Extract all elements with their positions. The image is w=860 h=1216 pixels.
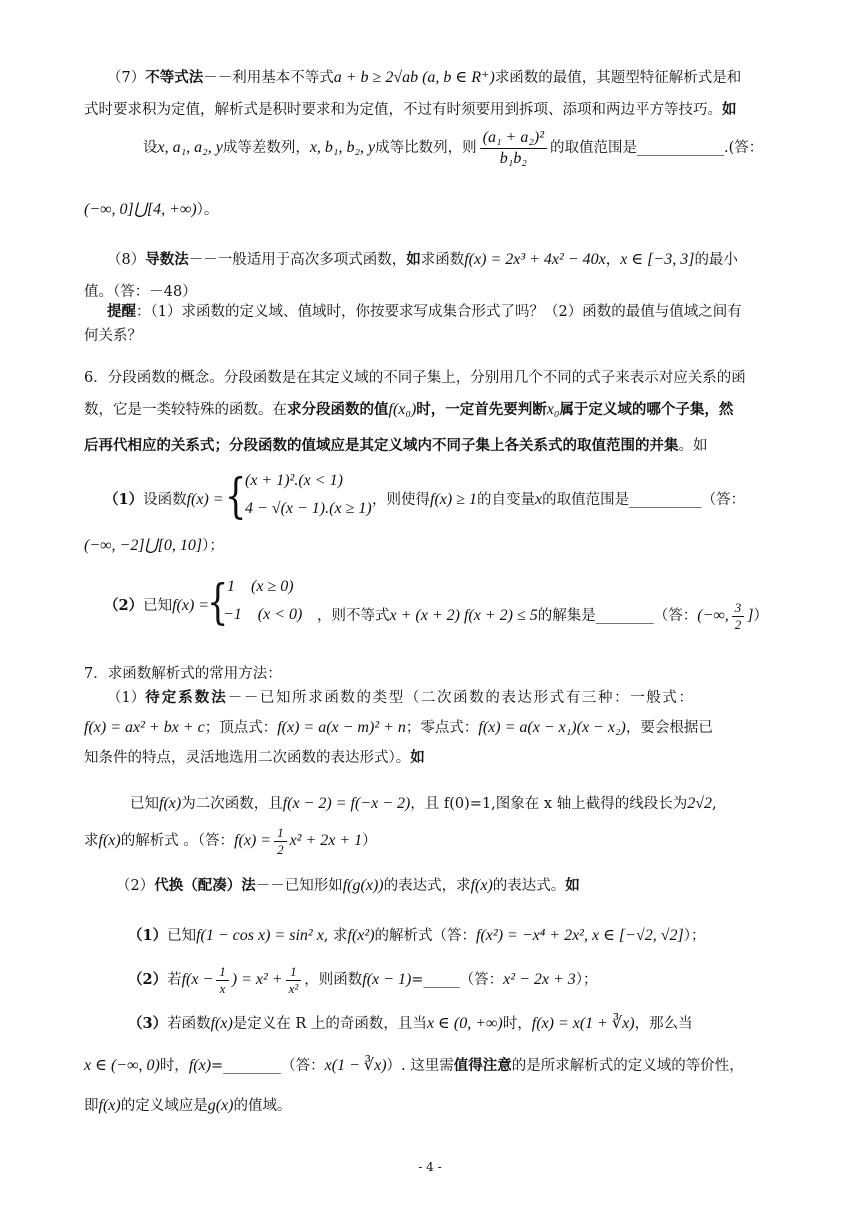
sec7-p5-gx: g(x) [207, 1097, 234, 1114]
sec6-line1: 6．分段函数的概念。分段函数是在其定义域的不同子集上，分别用几个不同的式子来表示对应关系的函 [84, 370, 746, 386]
sec7-p1-text-b: 已知 [167, 928, 197, 944]
sec7-m2-index: （2） [116, 878, 155, 894]
sec7-p2-frac1-den: x [219, 980, 226, 996]
sec7-p5-text-c: 的定义域应是 [120, 1098, 208, 1114]
s7-desc-2: 式时要求积为定值，解析式是积时要求和为定值，不过有时须要用到拆项、添项和两边平方等技巧。 [84, 102, 722, 118]
sec7-p2 [128, 958, 598, 1002]
sec6-line2 [84, 400, 733, 420]
sec7-ex-comma: , [711, 796, 717, 812]
sec7-p5-fx: f(x) [98, 1097, 121, 1114]
sec6-q2-piecewise [207, 576, 327, 636]
s8-index: （8） [107, 252, 146, 268]
sec7-p4-answer: x(1 − ∛x) [324, 1057, 387, 1074]
s7-ex-text-e: 成等比数列，则 [375, 140, 477, 156]
s7-answer [84, 200, 218, 220]
sec6-q2-index: （2） [104, 597, 144, 614]
s8-comma: ， [605, 252, 621, 268]
s7-index: （7） [107, 70, 146, 86]
sec6-q2-answer-num: 3 [732, 600, 745, 617]
sec7-p1-answer: f(x²) = −x⁴ + 2x², x ∈ [−√2, √2] [476, 927, 684, 944]
sec7-p2-text-d: ，则函数 [304, 972, 363, 988]
sec6-q1-index: （1） [104, 491, 144, 508]
tip-text: ：（1）求函数的定义域、值域时，你按要求写成集合形式了吗？（2）函数的最值与值域之间有 [136, 304, 742, 320]
sec7-m2-text-g: 的表达式。 [492, 878, 566, 894]
sec7-p2-frac1-num: 1 [216, 964, 229, 981]
sec6-line3 [84, 436, 708, 456]
sec7-p4-emphasis: 值得注意 [453, 1057, 512, 1074]
sec7-p3-line1 [128, 1014, 693, 1034]
sec6-q1-fx: f(x) = [186, 491, 224, 508]
s7-answer-tail: ）。 [196, 202, 219, 218]
sec7-m1-desc: －－已知所求函数的类型（二次函数的表达形式有三种：一般式： [227, 690, 695, 706]
s7-intro: －－利用基本不等式 [203, 70, 334, 86]
sec7-p2-target: f(x − 1) [362, 971, 412, 988]
sec6-q1-text: 设函数 [143, 492, 187, 508]
s7-example-marker: 如 [722, 101, 737, 118]
s7-ex-seq-1: x, a₁, a₂, y [157, 139, 223, 156]
s7-ex-denominator: b₁b₂ [499, 149, 527, 167]
s8-function: f(x) = 2x³ + 4x² − 40x [464, 251, 606, 268]
sec7-p3-expr: f(x) = x(1 + ∛x) [531, 1015, 635, 1032]
sec7-p1 [128, 926, 705, 946]
tip-line1 [107, 302, 742, 322]
sec6-q2-text-g: 的解集是________（答： [537, 608, 698, 624]
sec7-m2-text-c: －－已知形如 [255, 878, 343, 894]
s7-example [143, 126, 763, 170]
sec7-ex-length: 2√2 [687, 795, 712, 812]
sec7-m2-text-e: 的表达式，求 [383, 878, 471, 894]
s7-method-name: 不等式法 [145, 69, 204, 86]
sec7-p2-text-f: =_____（答： [411, 972, 504, 988]
sec6-q1-text-g: 的自变量 [476, 492, 535, 508]
sec7-ex-symmetry: f(x − 2) = f(−x − 2) [282, 795, 411, 812]
sec7-m1-line3 [84, 748, 425, 768]
sec7-p4-text-h: 的是所求解析式的定义域的等价性， [511, 1058, 744, 1074]
s8-desc: －－一般适用于高次多项式函数， [188, 252, 407, 268]
s7-ex-fraction [480, 128, 547, 169]
sec7-p3-line3 [84, 1096, 291, 1116]
sec7-p5-text-e: 的值域。 [233, 1098, 292, 1114]
sec6-q1-answer-tail: ）； [202, 538, 224, 554]
sec6-q2-answer-fraction [732, 600, 745, 633]
sec6-q1-case1: (x + 1)².(x < 1) [245, 472, 343, 489]
s8-line2: 值。（答：－48） [84, 284, 197, 300]
sec7-ex2-num: 1 [274, 825, 287, 842]
sec7-m2-line1 [116, 876, 580, 896]
sec7-m1-line2 [84, 718, 713, 738]
sec7-p4-text-b: 时， [159, 1058, 189, 1074]
sec7-m2-example-marker: 如 [565, 877, 580, 894]
sec7-m1-method: 待定系数法 [145, 689, 228, 706]
sec7-p2-frac1 [216, 964, 229, 997]
sec6-q1-answer [84, 536, 224, 556]
sec6-bold-b: 求分段函数的值 [287, 401, 389, 418]
sec7-p1-text-d: , 求 [323, 928, 348, 944]
sec7-p3-text-d: 是定义在 R 上的奇函数，且当 [232, 1016, 427, 1032]
sec7-ex-fx: f(x) [159, 795, 182, 812]
sec7-p1-index: （1） [128, 927, 168, 944]
sec7-ex-text-e: ，且 f(0)=1,图象在 x 轴上截得的线段长为 [410, 796, 688, 812]
sec7-p4-domain: x ∈ (−∞, 0) [84, 1057, 160, 1074]
s7-answer-value: (−∞, 0]⋃[4, +∞) [84, 201, 197, 218]
sec6-q2-left [104, 596, 209, 616]
s7-desc: 求函数的最值，其题型特征解析式是和 [494, 70, 742, 86]
brace-icon: { [207, 574, 229, 630]
sec7-zero-label: ；零点式： [405, 720, 479, 736]
sec7-p3-text-f: 时， [502, 1016, 532, 1032]
sec7-m1-example-marker: 如 [410, 749, 425, 766]
sec7-p2-frac2-den: x² [288, 980, 299, 996]
sec7-p3-line2 [84, 1056, 744, 1076]
sec6-q2-fx: f(x) = [172, 597, 210, 614]
s7-ex-numerator: (a₁ + a₂)² [480, 128, 547, 149]
sec6-q2-answer-a: (−∞, [697, 607, 729, 624]
s8-text: 求函数 [420, 252, 465, 268]
sec7-ex2-fx: f(x) [98, 832, 121, 849]
s7-ex-text-c: 成等差数列， [222, 140, 310, 156]
tip-label: 提醒 [107, 303, 136, 320]
sec7-ex2-tail: ） [362, 833, 377, 849]
sec6-bold-f: 属于定义域的哪个子集，然 [559, 401, 734, 418]
sec7-title: 7．求函数解析式的常用方法： [84, 666, 282, 682]
sec7-p2-text-b: 若 [167, 972, 182, 988]
sec6-q2-answer-tail: ） [753, 608, 768, 624]
sec6-q1-piecewise [225, 470, 375, 530]
s7-ex-seq-2: x, b₁, b₂, y [309, 139, 376, 156]
sec7-ex2-text-a: 求 [84, 833, 99, 849]
sec6-q1-text-i: 的取值范围是__________（答： [542, 492, 746, 508]
sec7-p1-text-f: 的解析式（答： [374, 928, 477, 944]
tip-line2: 何关系？ [84, 328, 142, 344]
sec6-fx0: f(x₀) [388, 401, 417, 418]
sec6-x0: x₀ [546, 401, 560, 418]
sec7-p1-target: f(x²) [347, 927, 375, 944]
sec7-p2-lhs-b: ) = x² + [231, 971, 283, 988]
s8-domain: x ∈ [−3, 3] [620, 251, 695, 268]
sec7-m1-line1 [107, 688, 695, 708]
sec7-ex2-fraction [274, 825, 287, 858]
s7-line1 [107, 68, 741, 88]
sec6-q1-answer-value: (−∞, −2]⋃[0, 10] [84, 537, 203, 554]
sec6-q1-condition: f(x) ≥ 1 [430, 491, 477, 508]
sec7-p3-fx: f(x) [210, 1015, 233, 1032]
sec6-q2-text: 已知 [143, 598, 173, 614]
sec7-p1-tail: ）； [683, 928, 706, 944]
sec7-p4-fx: f(x) [188, 1057, 212, 1074]
sec7-p2-frac2-num: 1 [286, 964, 302, 981]
sec7-p2-lhs-a: f(x − [181, 971, 214, 988]
sec7-ex-line1 [130, 794, 717, 814]
sec7-ex2-den: 2 [277, 841, 284, 857]
sec6-bold-d: 时，一定首先要判断 [416, 401, 547, 418]
sec7-ex2-text-c: 的解析式 。（答： [120, 833, 235, 849]
sec7-p3-index: （3） [128, 1015, 168, 1032]
sec7-p3-text-h: ，那么当 [634, 1016, 693, 1032]
sec7-ex2-answer-lhs: f(x) = [234, 832, 272, 849]
sec6-q1-left [104, 490, 224, 510]
s7-line2 [84, 100, 737, 120]
s8-line1 [107, 250, 738, 270]
sec7-general-form: f(x) = ax² + bx + c [84, 719, 205, 736]
sec6-q2-answer-b: ] [747, 607, 754, 624]
sec7-p1-given: f(1 − cos x) = sin² x [196, 927, 324, 944]
sec7-ex-text-a: 已知 [130, 796, 159, 812]
sec6-text-a: 数，它是一类较特殊的函数。在 [84, 402, 287, 418]
s8-example-marker: 如 [406, 251, 421, 268]
sec6-q2-answer-den: 2 [734, 616, 742, 632]
sec6-q2-inequality: x + (x + 2) f(x + 2) ≤ 5 [389, 607, 538, 624]
sec6-example-marker: 。如 [678, 438, 708, 454]
sec6-q2-case2: −1 (x < 0) [223, 606, 303, 623]
sec7-m2-fx: f(x) [470, 877, 493, 894]
sec7-m2-method: 代换（配凑）法 [154, 877, 256, 894]
s7-inequality-formula: a + b ≥ 2√ab (a, b ∈ R⁺) [333, 69, 495, 86]
sec6-q1-right [372, 490, 745, 510]
sec7-ex2-answer-rhs: x² + 2x + 1 [289, 832, 363, 849]
s7-ex-text-a: 设 [143, 140, 158, 156]
sec6-q2-case1: 1 (x ≥ 0) [227, 578, 294, 595]
sec7-p3-domain: x ∈ (0, +∞) [426, 1015, 503, 1032]
sec7-ex-text-c: 为二次函数，且 [181, 796, 283, 812]
sec7-p5-text-a: 即 [84, 1098, 99, 1114]
sec6-q1-case2: 4 − √(x − 1).(x ≥ 1) [245, 500, 372, 517]
sec6-bold-line3: 后再代相应的关系式；分段函数的值域应是其定义域内不同子集上各关系式的取值范围的并集 [84, 437, 679, 454]
sec7-zero-form: f(x) = a(x − x₁)(x − x₂) [478, 719, 626, 736]
sec7-vertex-label: ；顶点式： [204, 720, 278, 736]
sec7-p2-index: （2） [128, 971, 168, 988]
sec7-m1-index: （1） [107, 690, 146, 706]
brace-icon: { [225, 468, 247, 524]
sec7-p3-text-b: 若函数 [167, 1016, 211, 1032]
sec7-p2-frac2 [286, 964, 302, 997]
sec7-p4-text-f: ）. 这里需 [386, 1058, 454, 1074]
sec6-q2-text-d: ，则不等式 [317, 608, 390, 624]
sec7-p2-tail: ）； [575, 972, 598, 988]
sec7-p4-text-d: =________（答： [211, 1058, 325, 1074]
sec7-m1-text-i: ，要会根据已 [625, 720, 713, 736]
sec7-m1-text-j: 知条件的特点，灵活地选用二次函数的表达形式）。 [84, 750, 411, 766]
s8-method-name: 导数法 [145, 251, 189, 268]
sec7-m2-fgx: f(g(x)) [342, 877, 384, 894]
sec6-q2-right [317, 596, 768, 636]
page-number: - 4 - [418, 1160, 442, 1174]
sec6-q1-text-d: ，则使得 [372, 492, 430, 508]
s8-text-2: 的最小 [694, 252, 738, 268]
sec7-p2-answer: x² − 2x + 3 [503, 971, 576, 988]
sec6-q1-var: x [534, 491, 543, 508]
sec7-ex-line2 [84, 820, 377, 862]
s7-ex-text-f: 的取值范围是____________.(答： [550, 140, 764, 156]
sec7-vertex-form: f(x) = a(x − m)² + n [277, 719, 406, 736]
